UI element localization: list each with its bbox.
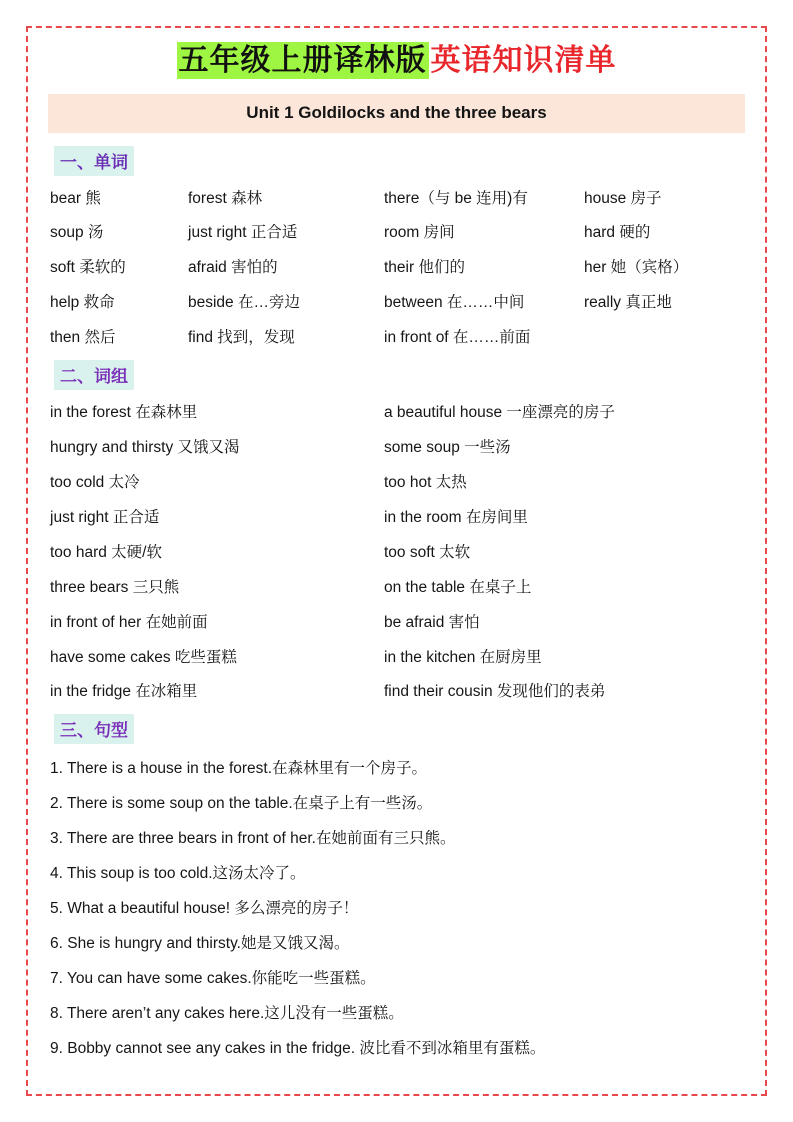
table-row: [48, 501, 747, 536]
phrase-cell: in front of her 在她前面: [50, 613, 208, 631]
phrase-cell: in the forest 在森林里: [50, 404, 198, 422]
word-cell: room 房间: [384, 224, 455, 242]
word-cell: just right 正合适: [188, 224, 298, 242]
word-cell: between 在……中间: [384, 294, 525, 312]
list-item: 3. There are three bears in front of her.在她前面有三只熊。: [50, 830, 456, 848]
table-row: [48, 675, 747, 710]
title-highlight: 五年级上册译林版: [178, 44, 427, 77]
table-row: [48, 431, 747, 466]
table-row: [48, 536, 747, 571]
word-cell: afraid 害怕的: [188, 259, 278, 277]
phrase-cell: too cold 太冷: [50, 473, 140, 491]
table-row: [48, 216, 747, 251]
word-cell: [584, 321, 747, 356]
list-item: 2. There is some soup on the table.在桌子上有一些汤。: [50, 795, 433, 813]
section-heading-words: 一、单词: [54, 146, 134, 176]
word-cell: soup 汤: [50, 224, 104, 242]
table-row: [48, 321, 747, 356]
phrase-cell: hungry and thirsty 又饿又渴: [50, 439, 240, 457]
table-row: [48, 182, 747, 217]
document-content: [48, 42, 745, 1067]
phrase-cell: too soft 太软: [384, 543, 471, 561]
word-cell: beside 在…旁边: [188, 294, 300, 312]
phrase-cell: find their cousin 发现他们的表弟: [384, 683, 606, 701]
word-cell: find 找到，发现: [188, 329, 295, 347]
word-cell: help 救命: [50, 294, 115, 312]
unit-banner: Unit 1 Goldilocks and the three bears: [48, 94, 745, 133]
table-row: [48, 466, 747, 501]
sentences-list: [48, 752, 745, 1066]
section-heading-sentences: 三、句型: [54, 714, 134, 744]
phrase-cell: in the kitchen 在厨房里: [384, 648, 542, 666]
page-title: [48, 42, 745, 80]
phrase-cell: too hard 太硬/软: [50, 543, 162, 561]
phrase-cell: on the table 在桌子上: [384, 578, 532, 596]
title-accent: 英语知识清单: [430, 44, 617, 77]
phrase-cell: in the fridge 在冰箱里: [50, 683, 198, 701]
list-item: 6. She is hungry and thirsty.她是又饿又渴。: [50, 935, 350, 953]
word-cell: really 真正地: [584, 294, 672, 312]
word-cell: bear 熊: [50, 189, 101, 207]
table-row: [48, 396, 747, 431]
table-row: [48, 606, 747, 641]
words-table: [48, 182, 747, 357]
list-item: 8. There aren’t any cakes here.这儿没有一些蛋糕。: [50, 1004, 404, 1022]
list-item: 1. There is a house in the forest.在森林里有一个房子。: [50, 760, 428, 778]
word-cell: her 她（宾格）: [584, 259, 689, 277]
word-cell: then 然后: [50, 329, 116, 347]
word-cell: forest 森林: [188, 189, 263, 207]
phrases-table: [48, 396, 747, 710]
phrase-cell: be afraid 害怕: [384, 613, 480, 631]
list-item: 7. You can have some cakes.你能吃一些蛋糕。: [50, 969, 376, 987]
list-item: 9. Bobby cannot see any cakes in the fridge. 波比看不到冰箱里有蛋糕。: [50, 1039, 546, 1057]
word-cell: house 房子: [584, 189, 662, 207]
phrase-cell: three bears 三只熊: [50, 578, 180, 596]
word-cell: there（与 be 连用)有: [384, 189, 528, 207]
word-cell: their 他们的: [384, 259, 465, 277]
phrase-cell: in the room 在房间里: [384, 508, 528, 526]
list-item: 5. What a beautiful house! 多么漂亮的房子！: [50, 900, 359, 918]
word-cell: hard 硬的: [584, 224, 651, 242]
phrase-cell: some soup 一些汤: [384, 439, 511, 457]
table-row: [48, 641, 747, 676]
word-cell: soft 柔软的: [50, 259, 126, 277]
phrase-cell: just right 正合适: [50, 508, 160, 526]
list-item: 4. This soup is too cold.这汤太冷了。: [50, 865, 306, 883]
table-row: [48, 286, 747, 321]
table-row: [48, 571, 747, 606]
word-cell: in front of 在……前面: [384, 329, 531, 347]
phrase-cell: have some cakes 吃些蛋糕: [50, 648, 237, 666]
phrase-cell: a beautiful house 一座漂亮的房子: [384, 404, 615, 422]
table-row: [48, 251, 747, 286]
section-heading-phrases: 二、词组: [54, 360, 134, 390]
phrase-cell: too hot 太热: [384, 473, 467, 491]
